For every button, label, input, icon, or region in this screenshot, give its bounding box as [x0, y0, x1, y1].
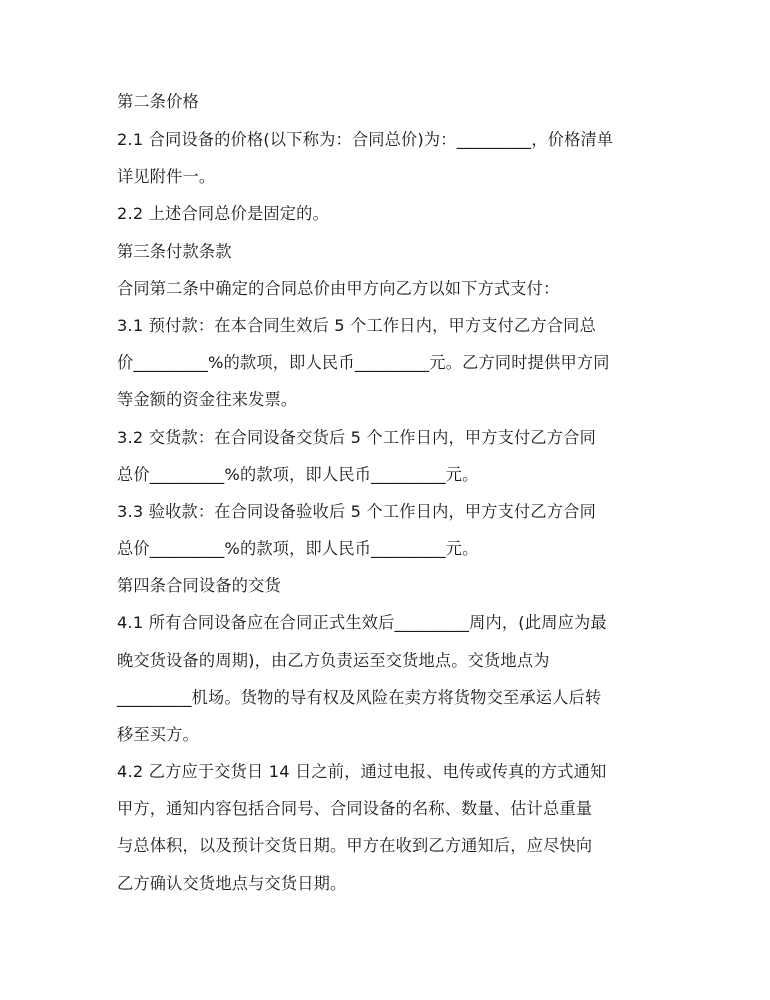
clause-2-1-line-1: 2.1 合同设备的价格(以下称为：合同总价)为：_________，价格清单	[117, 130, 614, 149]
clause-2-2: 2.2 上述合同总价是固定的。	[117, 204, 329, 223]
clause-3-2-line-2: 总价_________%的款项，即人民币_________元。	[117, 465, 479, 484]
clause-4-1-line-2: 晚交货设备的周期)，由乙方负责运至交货地点。交货地点为	[117, 651, 550, 670]
clause-4-2-line-1: 4.2 乙方应于交货日 14 日之前，通过电报、电传或传真的方式通知	[117, 762, 607, 781]
clause-2-1-line-2: 详见附件一。	[117, 167, 216, 186]
clause-4-1-line-3: _________机场。货物的导有权及风险在卖方将货物交至承运人后转	[117, 688, 602, 707]
clause-4-2-line-2: 甲方，通知内容包括合同号、合同设备的名称、数量、估计总重量	[117, 799, 593, 818]
clause-4-2-line-3: 与总体积，以及预计交货日期。甲方在收到乙方通知后，应尽快向	[117, 836, 593, 855]
clause-4-1-line-1: 4.1 所有合同设备应在合同正式生效后_________周内，(此周应为最	[117, 613, 607, 632]
article-4-heading: 第四条合同设备的交货	[117, 576, 281, 595]
article-2-heading: 第二条价格	[117, 92, 199, 111]
clause-3-1-line-3: 等金额的资金往来发票。	[117, 390, 298, 409]
clause-3-3-line-2: 总价_________%的款项，即人民币_________元。	[117, 539, 479, 558]
clause-4-1-line-4: 移至买方。	[117, 725, 199, 744]
clause-3-2-line-1: 3.2 交货款：在合同设备交货后 5 个工作日内，甲方支付乙方合同	[117, 428, 596, 447]
clause-3-1-line-1: 3.1 预付款：在本合同生效后 5 个工作日内，甲方支付乙方合同总	[117, 316, 596, 335]
article-3-intro: 合同第二条中确定的合同总价由甲方向乙方以如下方式支付：	[117, 279, 560, 298]
clause-3-1-line-2: 价_________%的款项，即人民币_________元。乙方同时提供甲方同	[117, 353, 610, 372]
clause-3-3-line-1: 3.3 验收款：在合同设备验收后 5 个工作日内，甲方支付乙方合同	[117, 502, 596, 521]
clause-4-2-line-4: 乙方确认交货地点与交货日期。	[117, 874, 347, 893]
article-3-heading: 第三条付款条款	[117, 242, 232, 261]
